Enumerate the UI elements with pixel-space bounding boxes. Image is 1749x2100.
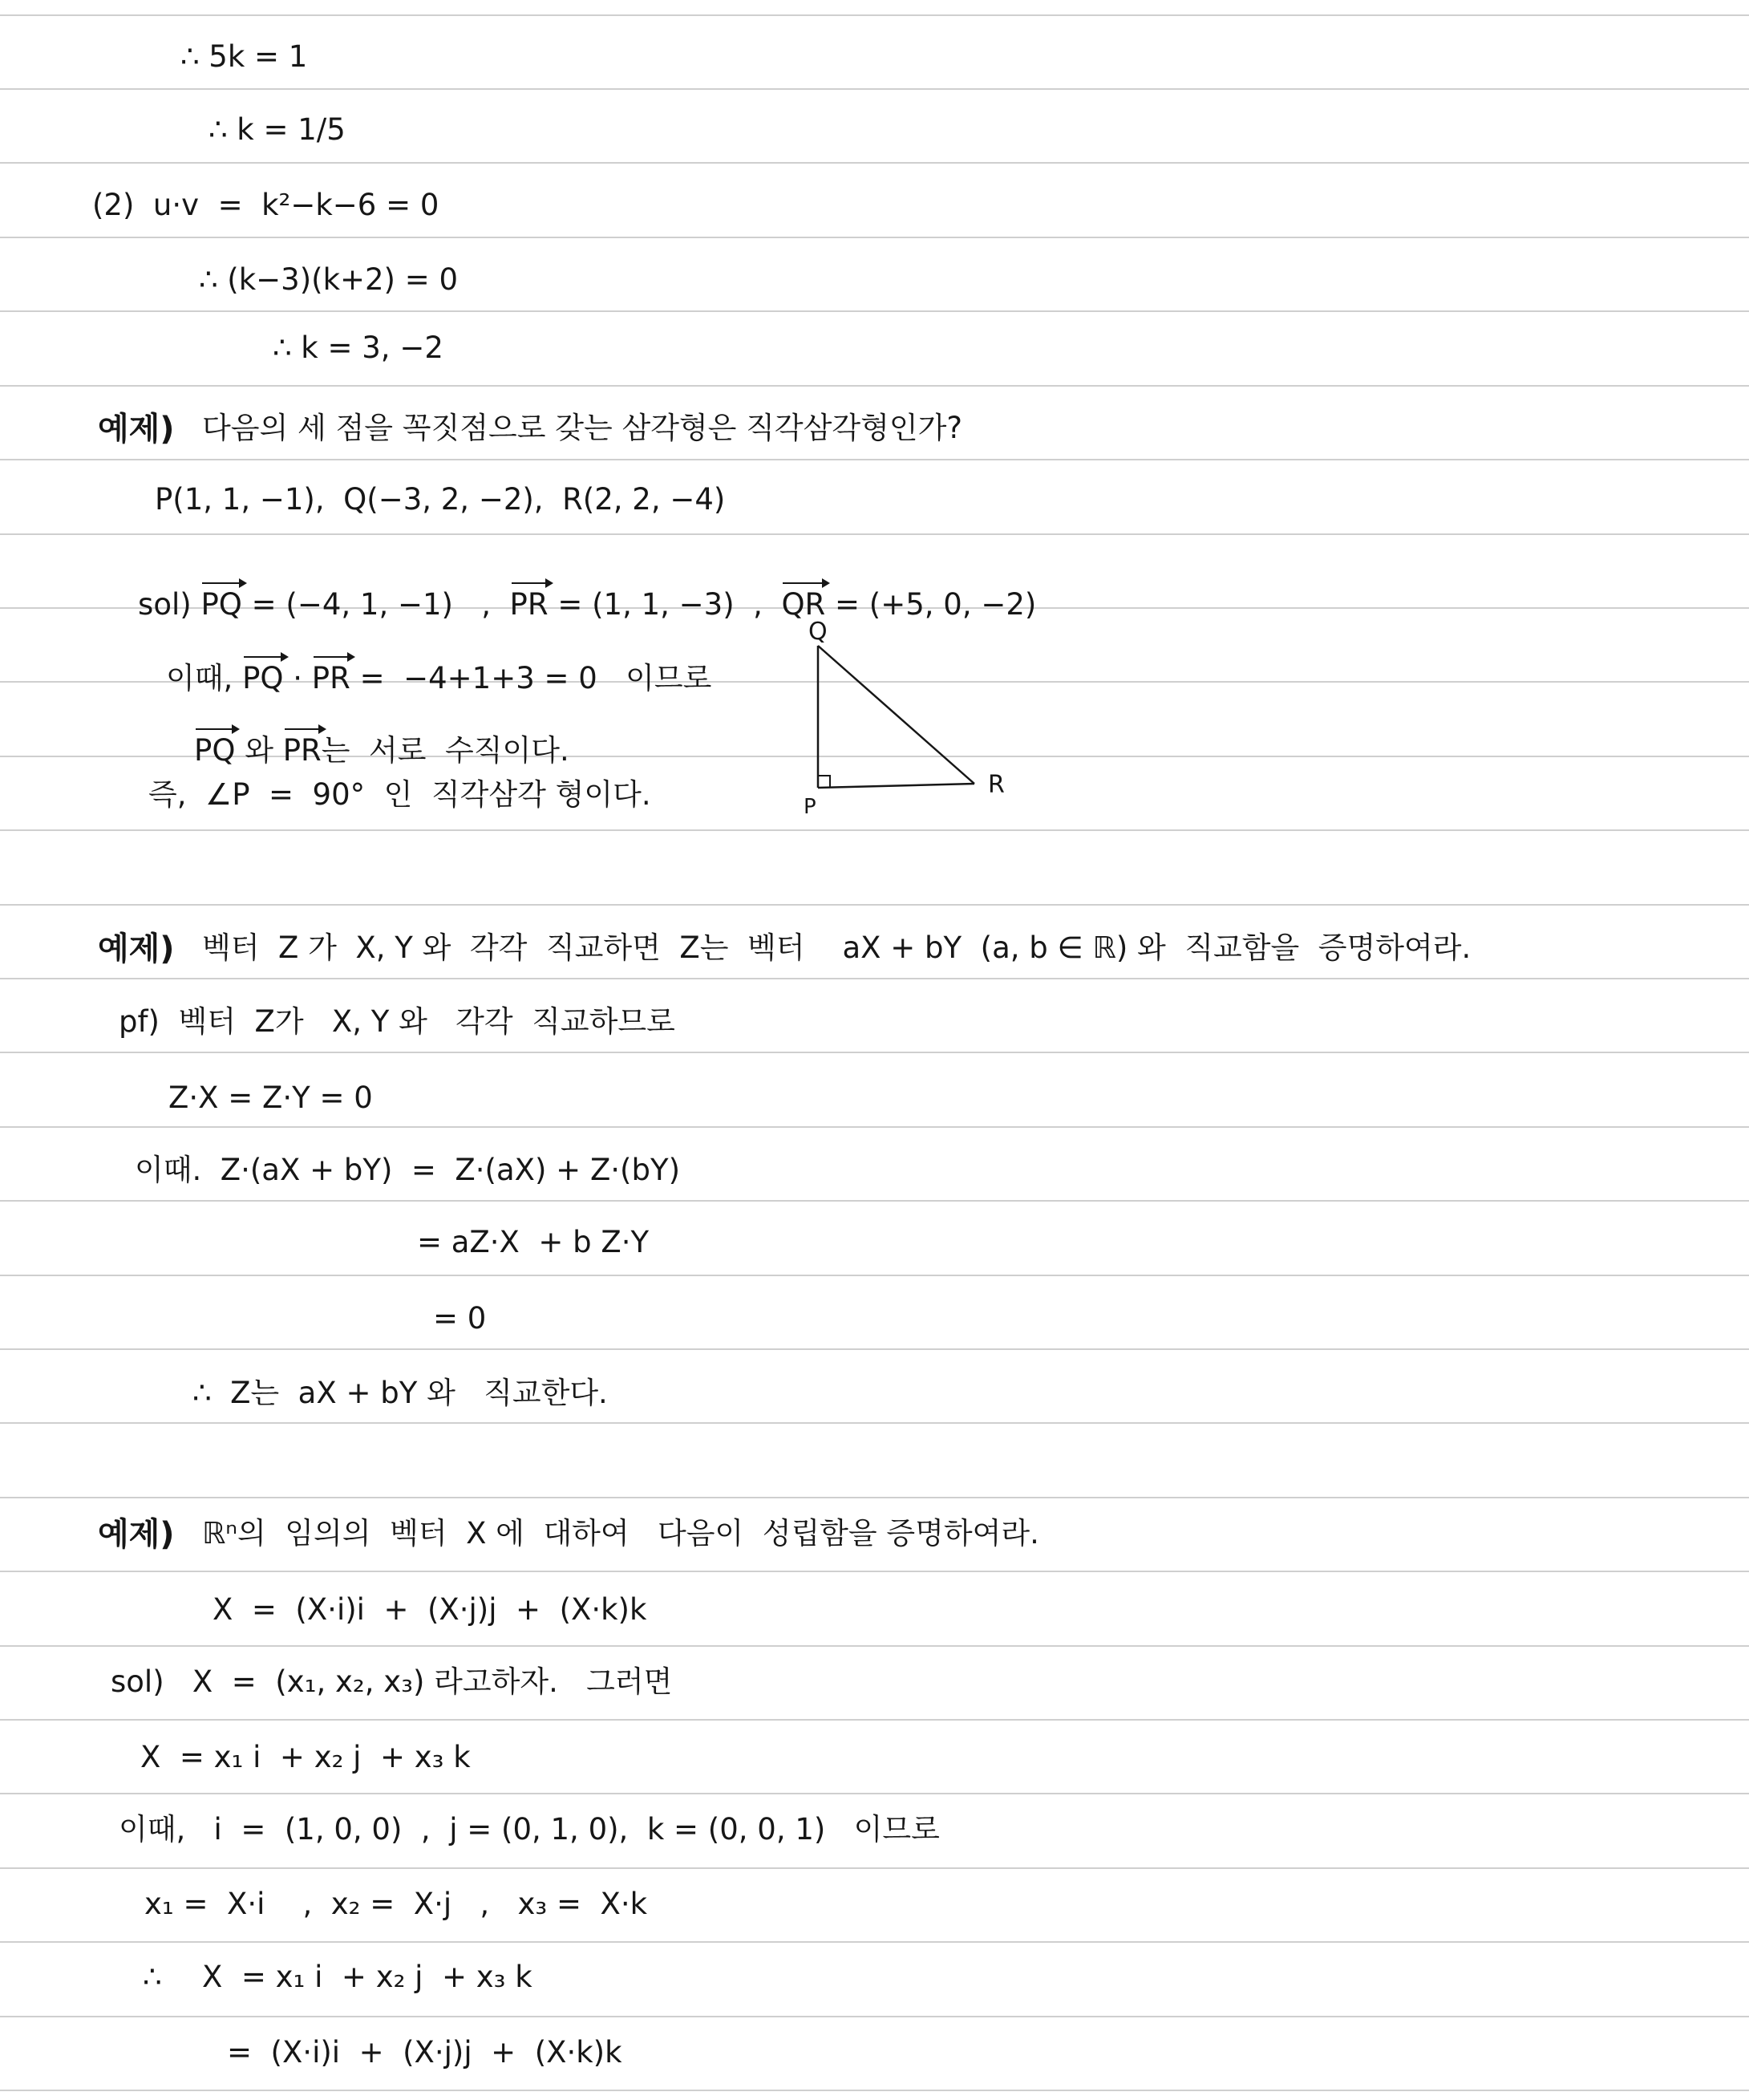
math-line: = 0	[433, 1301, 487, 1336]
math-line: 이때. Z·(aX + bY) = Z·(aX) + Z·(bY)	[135, 1153, 681, 1187]
ruled-line	[0, 533, 1749, 535]
math-line: ∴ (k−3)(k+2) = 0	[199, 262, 459, 297]
math-text: = (+5, 0, −2)	[825, 587, 1037, 622]
math-line: ∴ 5k = 1	[180, 39, 308, 74]
ruled-line	[0, 1571, 1749, 1572]
ruled-line	[0, 1422, 1749, 1424]
side-pr	[818, 784, 974, 788]
ruled-line	[0, 237, 1749, 238]
math-line: X = x₁ i + x₂ j + x₃ k	[140, 1740, 471, 1774]
math-line: = aZ·X + b Z·Y	[417, 1225, 650, 1259]
math-line: 즉, ∠P = 90° 인 직각삼각 형이다.	[148, 777, 651, 812]
math-text: 는 서로 수직이다.	[321, 733, 569, 768]
example-question: 벡터 Z 가 X, Y 와 각각 직교하면 Z는 벡터 aX + bY (a, b ∈ ℝ) 와 직교함을 증명하여라.	[202, 930, 1472, 965]
ruled-line	[0, 459, 1749, 460]
math-text: ·	[283, 661, 312, 695]
proof-line: pf) 벡터 Z가 X, Y 와 각각 직교하므로	[119, 1004, 675, 1039]
math-text: = −4+1+3 = 0 이므로	[350, 661, 712, 695]
math-line: (2) u·v = k²−k−6 = 0	[92, 188, 439, 222]
math-line: X = (X·i)i + (X·j)j + (X·k)k	[213, 1592, 647, 1627]
right-triangle-diagram	[794, 618, 1034, 826]
math-line: ∴ Z는 aX + bY 와 직교한다.	[192, 1376, 608, 1410]
ruled-line	[0, 2090, 1749, 2091]
ruled-line	[0, 385, 1749, 387]
vertex-label-p: P	[804, 795, 816, 819]
vertex-label-q: Q	[808, 618, 828, 646]
vertex-label-r: R	[988, 771, 1005, 799]
example-question: ℝⁿ의 임의의 벡터 X 에 대하여 다음이 성립함을 증명하여라.	[202, 1516, 1039, 1551]
math-line: = (X·i)i + (X·j)j + (X·k)k	[227, 2035, 622, 2070]
ruled-line	[0, 1052, 1749, 1053]
ruled-line	[0, 1497, 1749, 1498]
ruled-line	[0, 1348, 1749, 1350]
vector-qr: QR	[781, 587, 826, 622]
ruled-line	[0, 2016, 1749, 2017]
therefore-symbol: ∴	[143, 1960, 162, 1994]
sol-label: sol)	[138, 587, 192, 622]
ruled-line	[0, 162, 1749, 164]
ruled-line	[0, 88, 1749, 90]
vector-pq: PQ	[200, 587, 242, 622]
math-line: P(1, 1, −1), Q(−3, 2, −2), R(2, 2, −4)	[155, 482, 726, 517]
math-line: ∴ k = 1/5	[209, 112, 346, 147]
ruled-line	[0, 829, 1749, 831]
ruled-line	[0, 1867, 1749, 1869]
math-line: 이때, i = (1, 0, 0) , j = (0, 1, 0), k = (0, 0, 1) 이므로	[119, 1812, 940, 1847]
math-text: = (1, 1, −3) ,	[548, 587, 782, 622]
ruled-line	[0, 14, 1749, 16]
side-qr	[818, 646, 974, 784]
ruled-line	[0, 310, 1749, 312]
ruled-line	[0, 904, 1749, 906]
example-label: 예제)	[98, 1516, 175, 1553]
ruled-line	[0, 1645, 1749, 1647]
math-line: ∴ k = 3, −2	[273, 330, 443, 365]
ruled-line	[0, 1941, 1749, 1943]
ruled-line	[0, 978, 1749, 979]
vector-pr: PR	[311, 661, 350, 695]
ruled-line	[0, 1275, 1749, 1276]
ruled-line	[0, 1793, 1749, 1794]
example-label: 예제)	[98, 411, 175, 448]
vector-pr: PR	[509, 587, 549, 622]
vector-pq: PQ	[194, 733, 236, 768]
math-line: x₁ = X·i , x₂ = X·j , x₃ = X·k	[144, 1887, 648, 1921]
vector-pr: PR	[282, 733, 322, 768]
example-label: 예제)	[98, 930, 175, 967]
right-angle-mark	[818, 776, 830, 788]
math-text: 이때,	[166, 661, 243, 695]
math-line: Z·X = Z·Y = 0	[168, 1080, 373, 1115]
ruled-line	[0, 1126, 1749, 1128]
ruled-line	[0, 1719, 1749, 1721]
example-question: 다음의 세 점을 꼭짓점으로 갖는 삼각형은 직각삼각형인가?	[202, 411, 963, 445]
vector-pq: PQ	[242, 661, 284, 695]
solution-line: sol) X = (x₁, x₂, x₃) 라고하자. 그러면	[111, 1664, 673, 1699]
math-line: X = x₁ i + x₂ j + x₃ k	[202, 1960, 532, 1994]
math-text: 와	[235, 733, 283, 768]
ruled-line	[0, 1200, 1749, 1202]
math-text: = (−4, 1, −1) ,	[241, 587, 510, 622]
